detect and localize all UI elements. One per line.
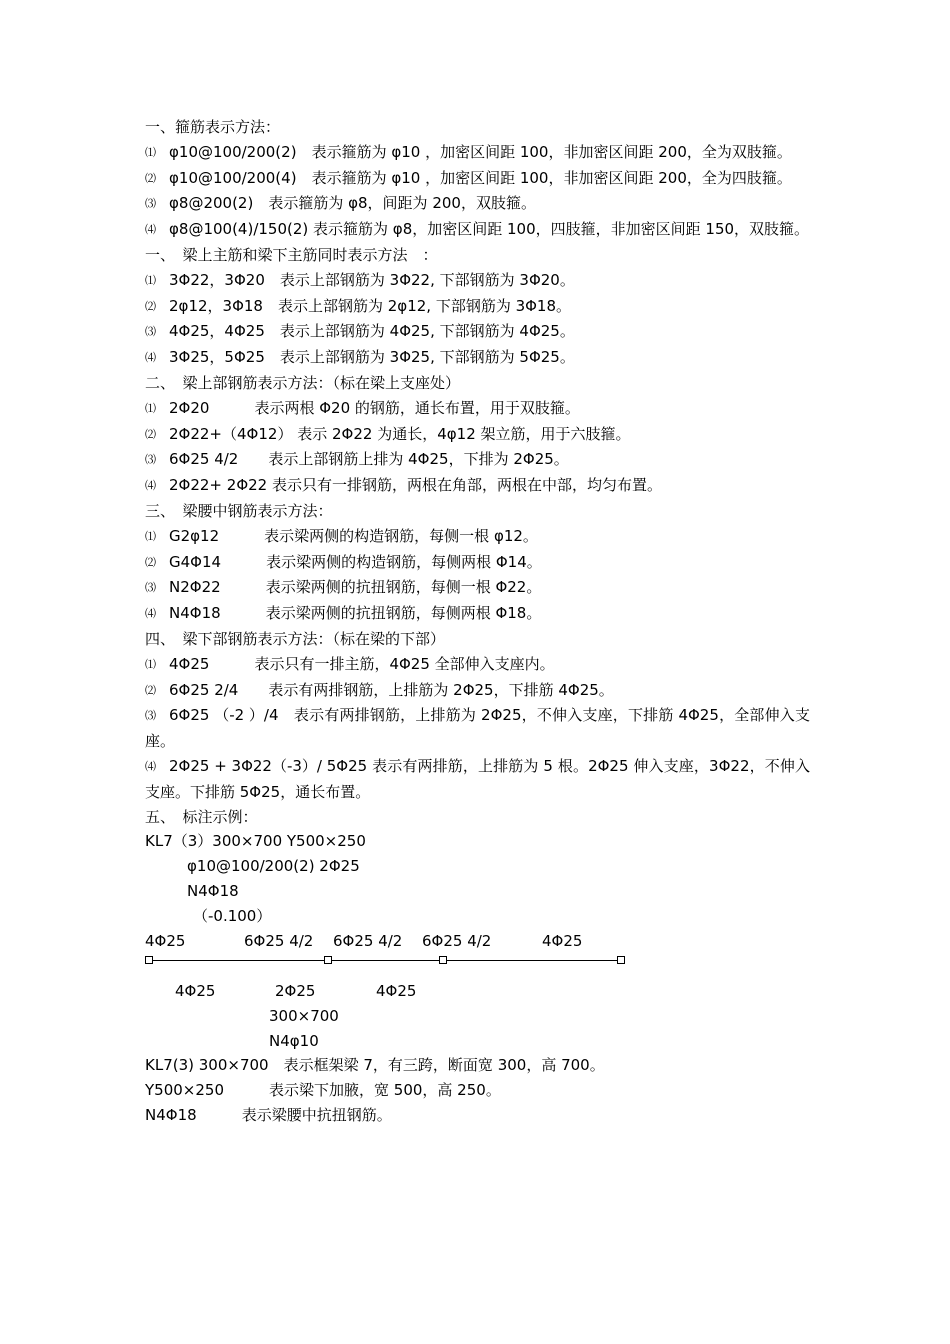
section-heading: 四、 梁下部钢筋表示方法：（标在梁的下部）: [145, 629, 446, 648]
list-item: [145, 754, 810, 805]
list-item: [145, 652, 810, 678]
item-description: 表示上部钢筋上排为 4Φ25，下排为 2Φ25。: [268, 450, 569, 469]
list-item: [145, 294, 810, 320]
item-description: 表示 2Φ22 为通长，4φ12 架立筋，用于六肢箍。: [297, 424, 631, 443]
beam-diagram: [145, 929, 810, 1029]
item-code: 6Φ25 （-2 ）/4: [169, 706, 279, 725]
item-description: 表示上部钢筋为 3Φ22, 下部钢筋为 3Φ20。: [279, 270, 575, 289]
item-number: ⑵: [145, 299, 156, 313]
section-bar-label: N4φ10: [269, 1031, 319, 1050]
top-label: 6Φ25 4/2: [244, 931, 314, 950]
item-number: ⑷: [145, 223, 156, 237]
note-line: [145, 1103, 810, 1128]
item-description: 表示上部钢筋为 3Φ25, 下部钢筋为 5Φ25。: [279, 348, 575, 367]
item-description: 表示上部钢筋为 4Φ25, 下部钢筋为 4Φ25。: [279, 322, 575, 341]
list-item: [145, 575, 810, 601]
example-torsion-code: N4Φ18: [187, 881, 239, 900]
item-number: ⑵: [145, 555, 156, 569]
note-code: Y500×250: [145, 1081, 224, 1100]
item-number: ⑶: [145, 325, 156, 339]
beam-span: [332, 960, 439, 961]
section-size-label: 300×700: [269, 1006, 339, 1025]
item-code: N4Φ18: [169, 604, 221, 623]
item-number: ⑴: [145, 529, 156, 543]
item-code: 3Φ25，5Φ25: [169, 348, 265, 367]
item-number: ⑶: [145, 197, 156, 211]
item-description: 表示有两排钢筋，上排筋为 2Φ25，下排筋 4Φ25。: [268, 680, 614, 699]
item-code: φ8@100(4)/150(2): [169, 220, 309, 239]
item-description: 表示两根 Φ20 的钢筋，通长布置，用于双肢箍。: [254, 398, 580, 417]
item-number: ⑶: [145, 709, 156, 723]
item-description: 表示有两排筋，上排筋为 5 根。2Φ25 伸入支座，3Φ22，不伸入支座。下排筋 5Φ25，通长布置。: [145, 756, 810, 801]
note-line: [145, 1053, 810, 1078]
item-code: N2Φ22: [169, 578, 221, 597]
note-description: 表示梁下加腋，宽 500，高 250。: [269, 1081, 501, 1100]
item-number: ⑵: [145, 427, 156, 441]
item-code: 2Φ25 + 3Φ22（-3）/ 5Φ25: [169, 756, 368, 775]
section-heading: 五、 标注示例：: [145, 807, 258, 826]
document-body: [145, 115, 810, 1128]
item-number: ⑶: [145, 581, 156, 595]
item-description: 表示只有一排主筋，4Φ25 全部伸入支座内。: [254, 654, 555, 673]
top-label: 4Φ25: [145, 931, 186, 950]
bottom-label: 2Φ25: [275, 981, 316, 1000]
beam-span: [152, 960, 324, 961]
item-description: 表示上部钢筋为 2φ12, 下部钢筋为 3Φ18。: [277, 296, 572, 315]
item-code: φ10@100/200(2): [169, 142, 297, 161]
list-item: [145, 396, 810, 422]
list-item: [145, 422, 810, 448]
bottom-label: 4Φ25: [376, 981, 417, 1000]
item-description: 表示梁两侧的抗扭钢筋，每侧一根 Φ22。: [265, 578, 542, 597]
item-code: φ10@100/200(4): [169, 168, 297, 187]
item-code: 4Φ25: [169, 654, 210, 673]
beam-line: [145, 955, 625, 965]
item-description: 表示只有一排钢筋，两根在角部，两根在中部，均匀布置。: [272, 476, 663, 495]
list-item: [145, 550, 810, 576]
item-number: ⑴: [145, 273, 156, 287]
item-code: G2φ12: [169, 526, 220, 545]
item-description: 表示箍筋为 φ8，间距为 200，双肢箍。: [268, 194, 536, 213]
section-heading: 三、 梁腰中钢筋表示方法：: [145, 501, 333, 520]
note-description: 表示框架梁 7，有三跨，断面宽 300，高 700。: [283, 1056, 605, 1075]
list-item: [145, 268, 810, 294]
support-node: [324, 956, 332, 964]
item-code: 2Φ22+ 2Φ22: [169, 476, 268, 495]
item-number: ⑴: [145, 401, 156, 415]
beam-span: [447, 960, 617, 961]
bottom-label: 4Φ25: [175, 981, 216, 1000]
note-description: 表示梁腰中抗扭钢筋。: [241, 1105, 392, 1124]
top-label: 6Φ25 4/2: [422, 931, 492, 950]
item-description: 表示梁两侧的构造钢筋，每侧一根 φ12。: [264, 526, 538, 545]
item-description: 表示有两排钢筋，上排筋为 2Φ25，不伸入支座，下排筋 4Φ25，全部伸入支座。: [145, 706, 810, 751]
item-code: G4Φ14: [169, 552, 222, 571]
top-label: 6Φ25 4/2: [333, 931, 403, 950]
section-heading: 一、 梁上主筋和梁下主筋同时表示方法 ：: [145, 245, 438, 264]
list-item: [145, 166, 810, 192]
item-description: 表示箍筋为 φ8，加密区间距 100，四肢箍，非加密区间距 150，双肢箍。: [313, 220, 810, 239]
item-number: ⑵: [145, 683, 156, 697]
item-code: 2φ12，3Φ18: [169, 296, 263, 315]
list-item: [145, 447, 810, 473]
item-code: 4Φ25，4Φ25: [169, 322, 265, 341]
item-description: 表示箍筋为 φ10 ，加密区间距 100，非加密区间距 200，全为四肢箍。: [311, 168, 792, 187]
item-number: ⑴: [145, 657, 156, 671]
item-code: 2Φ22+（4Φ12）: [169, 424, 293, 443]
item-number: ⑷: [145, 759, 156, 773]
item-code: 2Φ20: [169, 398, 210, 417]
list-item: [145, 678, 810, 704]
support-node: [439, 956, 447, 964]
note-code: KL7(3) 300×700: [145, 1056, 269, 1075]
note-line: [145, 1078, 810, 1103]
item-number: ⑷: [145, 479, 156, 493]
list-item: [145, 703, 810, 754]
item-code: φ8@200(2): [169, 194, 254, 213]
item-number: ⑴: [145, 145, 156, 159]
item-description: 表示梁两侧的构造钢筋，每侧两根 Φ14。: [266, 552, 542, 571]
example-elevation: （-0.100）: [193, 906, 272, 925]
list-item: [145, 319, 810, 345]
list-item: [145, 524, 810, 550]
list-item: [145, 345, 810, 371]
section-heading: 二、 梁上部钢筋表示方法：（标在梁上支座处）: [145, 373, 461, 392]
list-item: [145, 191, 810, 217]
item-number: ⑷: [145, 351, 156, 365]
top-label: 4Φ25: [542, 931, 583, 950]
item-description: 表示梁两侧的抗扭钢筋，每侧两根 Φ18。: [265, 604, 542, 623]
list-item: [145, 140, 810, 166]
list-item: [145, 217, 810, 243]
item-description: 表示箍筋为 φ10 ，加密区间距 100，非加密区间距 200，全为双肢箍。: [311, 142, 792, 161]
item-code: 6Φ25 2/4: [169, 680, 239, 699]
example-stirrup-code: φ10@100/200(2) 2Φ25: [187, 857, 360, 876]
item-number: ⑷: [145, 607, 156, 621]
note-code: N4Φ18: [145, 1105, 197, 1124]
support-node: [617, 956, 625, 964]
support-node: [145, 956, 153, 964]
item-number: ⑵: [145, 171, 156, 185]
example-beam-code: KL7（3）300×700 Y500×250: [145, 832, 366, 851]
item-number: ⑶: [145, 453, 156, 467]
section-heading: 一、箍筋表示方法：: [145, 118, 281, 136]
list-item: [145, 601, 810, 627]
list-item: [145, 473, 810, 499]
item-code: 3Φ22，3Φ20: [169, 270, 265, 289]
item-code: 6Φ25 4/2: [169, 450, 239, 469]
